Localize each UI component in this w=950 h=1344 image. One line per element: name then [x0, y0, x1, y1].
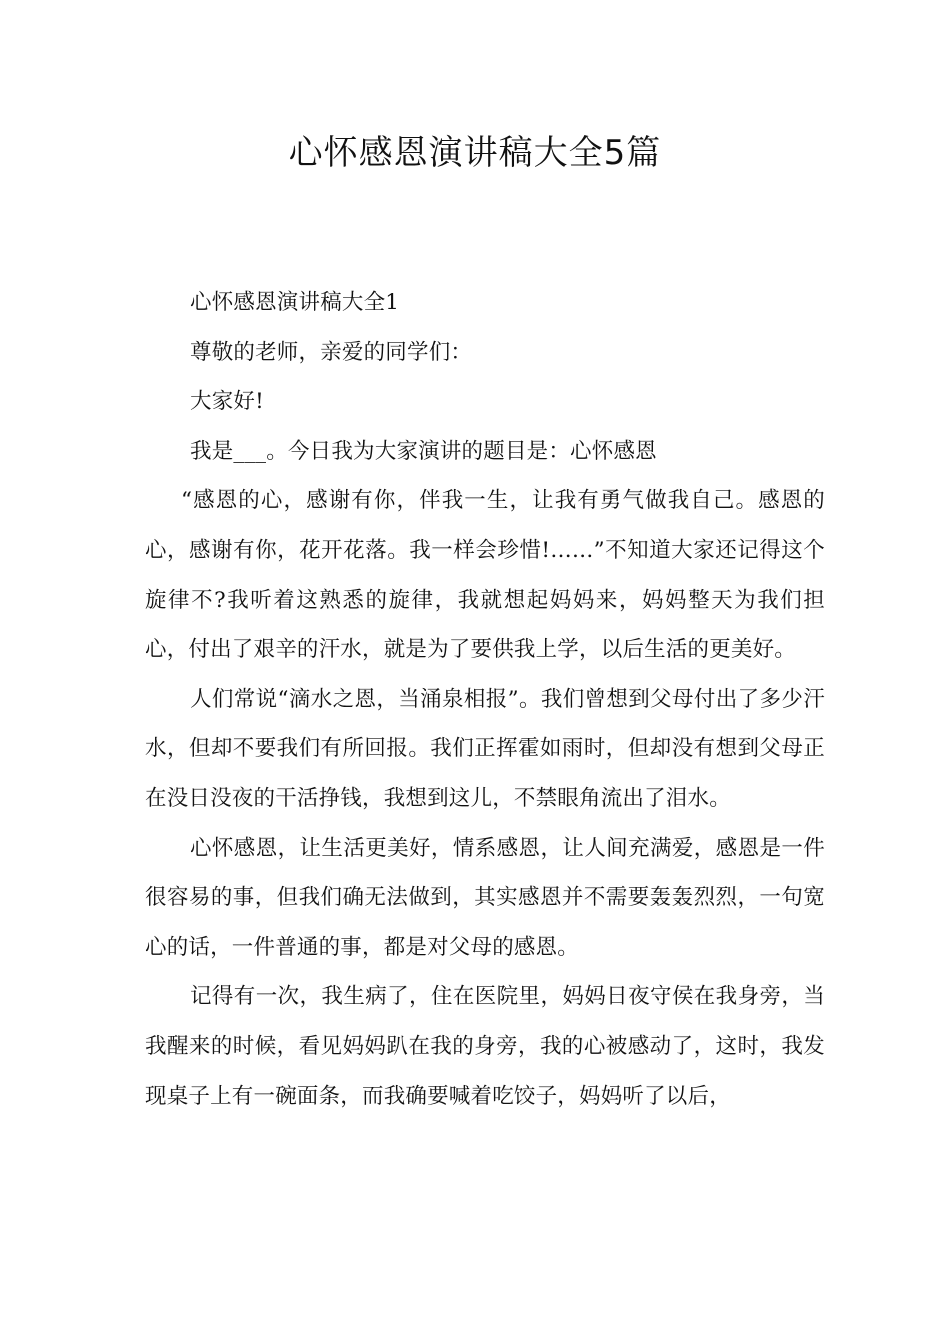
document-body [145, 278, 825, 1121]
paragraph: “感恩的心，感谢有你，伴我一生，让我有勇气做我自己。感恩的心，感谢有你，花开花落。我一样会珍惜!……”不知道大家还记得这个旋律不?我听着这熟悉的旋律，我就想起妈妈来，妈妈整天为我们担心，付出了艰辛的汗水，就是为了要供我上学，以后生活的更美好。 [145, 488, 825, 663]
paragraph: 心怀感恩，让生活更美好，情系感恩，让人间充满爱，感恩是一件很容易的事，但我们确无法做到，其实感恩并不需要轰轰烈烈，一句宽心的话，一件普通的事，都是对父母的感恩。 [145, 835, 825, 960]
salutation: 尊敬的老师，亲爱的同学们： [190, 339, 473, 365]
paragraph: 人们常说“滴水之恩，当涌泉相报”。我们曾想到父母付出了多少汗水，但却不要我们有所回报。我们正挥霍如雨时，但却没有想到父母正在没日没夜的干活挣钱，我想到这儿，不禁眼角流出了泪水。 [145, 686, 825, 811]
document-title: 心怀感恩演讲稿大全5篇 [288, 133, 662, 173]
greeting: 大家好! [190, 389, 264, 415]
speech-topic: 我是___。今日我为大家演讲的题目是：心怀感恩 [190, 438, 657, 464]
section-heading: 心怀感恩演讲稿大全1 [190, 290, 400, 315]
paragraph: 记得有一次，我生病了，住在医院里，妈妈日夜守侯在我身旁，当我醒来的时候，看见妈妈趴在我的身旁，我的心被感动了，这时，我发现桌子上有一碗面条，而我确要喊着吃饺子，妈妈听了以后， [145, 984, 825, 1109]
